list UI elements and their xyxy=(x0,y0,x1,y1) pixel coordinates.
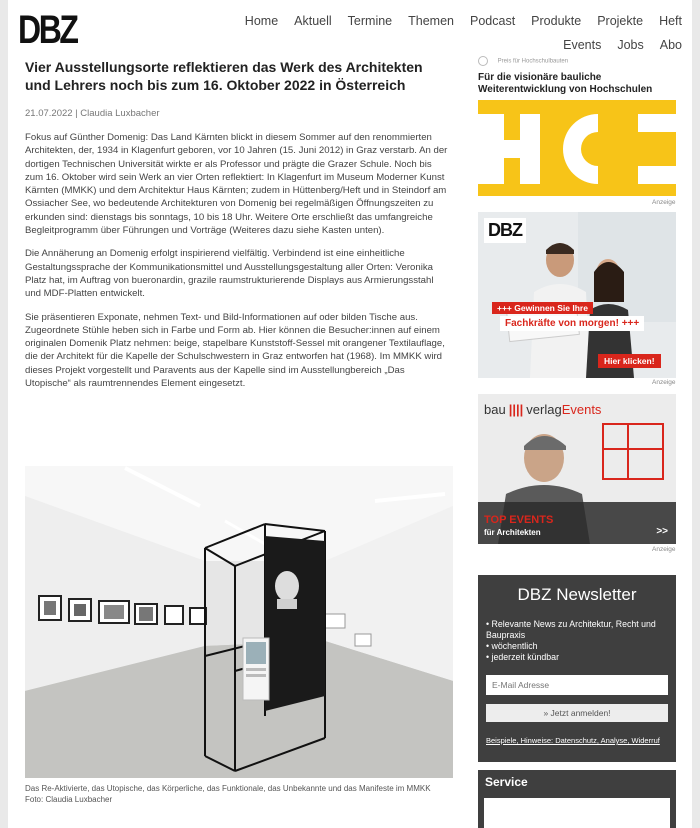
ad-cta-button[interactable]: Hier klicken! xyxy=(598,354,661,368)
ad-events-sub: für Architekten xyxy=(484,528,541,537)
nav-projekte[interactable]: Projekte xyxy=(597,14,644,28)
nav-heft[interactable]: Heft xyxy=(659,14,682,28)
newsletter-benefit: • wöchentlich xyxy=(486,641,538,651)
article-paragraph: Sie präsentieren Exponate, nehmen Text- und Bild-Informationen auf oder bilden Tische aus. Zugeordnete Stühle heben sich in Farbe und Form ab. Hier können die Besucher:innen auf einem originalen Domenik Platz nehmen: beige, stapelbare Kunststoff-Sessel mit orangener Textilauflage, die der Architekt für die Kapelle der Schulschwestern in Graz entworfen hat (1968). Im MMKK wird dieses Projekt vorgestellt und Paravents aus der Kapelle sind im Ausstellungbereich „Das Utopische“ als raumtrennendes Element eingesetzt. xyxy=(25,311,445,390)
newsletter-benefit: • Relevante News zu Architektur, Recht und Baupraxis xyxy=(486,619,656,640)
nav-podcast[interactable]: Podcast xyxy=(470,14,516,28)
dbz-ad-logo: DBZ xyxy=(484,218,526,243)
service-card[interactable] xyxy=(484,798,670,828)
site-logo[interactable]: DBZ xyxy=(18,8,77,52)
main-nav xyxy=(182,14,682,52)
ad-label: Anzeige xyxy=(652,546,676,553)
newsletter-benefits xyxy=(486,619,676,663)
caption-text: Das Re-Aktivierte, das Utopische, das Körperliche, das Funktionale, das Unbekannte und das Manifeste im MMKK xyxy=(25,784,431,793)
newsletter-benefit: • jederzeit kündbar xyxy=(486,652,560,662)
article-paragraph: Fokus auf Günther Domenig: Das Land Kärnten blickt in diesem Sommer auf den renommierten Architekten, der, 1934 in Klagenfurt geboren, vor 10 Jahren (15. Juni 2012) in Graz verstarb. An der dortigen Technischen Universität wirkte er als Professor und prägte die Grazer Schule. Noch bis zum 16. Oktober wird sein Werk an vier Orten reflektiert: In Klagenfurt im Museum Moderner Kunst Kärnten (MMKK) und dem Architektur Haus Kärnten; zudem in Hüttenberg/Heft und in Steindorf am Ossiacher See, wo bedeutende Architekturen von Domenig bei regelmäßigen Öffnungszeiten zu erkunden sind: dienstags bis sonntags, 10 bis 18 Uhr. Weitere Orte erschließt das umfangreiche Begleitprogramm über Führungen und Vorträge (Weiteres dazu siehe Kasten unten). xyxy=(25,132,448,237)
ad-banner-line1: +++ Gewinnen Sie Ihre xyxy=(492,302,593,314)
newsletter-privacy-link[interactable]: Beispiele, Hinweise: Datenschutz, Analyse, Widerruf xyxy=(486,736,660,745)
newsletter-email-input[interactable] xyxy=(486,675,668,695)
award-circle-icon xyxy=(478,56,488,66)
bauverlag-logo xyxy=(484,402,601,417)
caption-credit: Foto: Claudia Luxbacher xyxy=(25,795,113,804)
photo-caption xyxy=(25,783,455,805)
award-logo-text: Preis für Hochschulbauten xyxy=(497,58,569,65)
nav-jobs[interactable]: Jobs xyxy=(617,38,644,52)
ad-fachkraefte[interactable] xyxy=(478,212,676,378)
nav-home[interactable]: Home xyxy=(244,14,279,28)
nav-aktuell[interactable]: Aktuell xyxy=(294,14,332,28)
hochschul-title[interactable]: Für die visionäre bauliche Weiterentwicklung von Hochschulen xyxy=(478,72,653,95)
service-box xyxy=(478,770,676,828)
article-meta: 21.07.2022 | Claudia Luxbacher xyxy=(25,108,160,119)
ad-label: Anzeige xyxy=(652,199,676,206)
page xyxy=(8,0,692,828)
bauverlag-logo-bars-icon: |||| xyxy=(508,402,524,417)
newsletter-subscribe-button[interactable]: » Jetzt anmelden! xyxy=(486,704,668,722)
ad-bauverlag-events[interactable] xyxy=(478,394,676,544)
nav-termine[interactable]: Termine xyxy=(347,14,393,28)
ad-label: Anzeige xyxy=(652,379,676,386)
ad-arrows-icon: >> xyxy=(656,526,668,537)
nav-abo[interactable]: Abo xyxy=(659,38,682,52)
service-title: Service xyxy=(485,775,528,789)
article xyxy=(25,58,448,390)
nav-events[interactable]: Events xyxy=(563,38,602,52)
ad-top-events: TOP EVENTS xyxy=(484,514,554,526)
bauverlag-logo-part-b: verlag xyxy=(526,402,562,417)
bauverlag-logo-part-a: bau xyxy=(484,402,506,417)
ad-hochschulen[interactable] xyxy=(478,100,676,196)
gallery-scene-illustration xyxy=(25,466,453,778)
site-header xyxy=(8,0,692,56)
ad-banner-line2: Fachkräfte von morgen! +++ xyxy=(500,316,644,331)
article-paragraph: Die Annäherung an Domenig erfolgt inspirierend vielfältig. Verbindend ist eine einheitliche Gestaltungssprache der Kommunikationsmittel und Ausstellungsgestaltung aller Orten: Veronika Platz hat, im Auftrag von bueronardin, grazile raumstrukturierende Displays aus Armierungsstahl und MDF-Platten entwickelt. xyxy=(25,248,434,300)
award-logo xyxy=(478,56,638,70)
newsletter-title: DBZ Newsletter xyxy=(517,585,637,604)
article-title: Vier Ausstellungsorte reflektieren das Werk des Architekten und Lehrers noch bis zum 16. Oktober 2022 in Österreich xyxy=(25,59,423,93)
nav-themen[interactable]: Themen xyxy=(408,14,454,28)
nav-produkte[interactable]: Produkte xyxy=(531,14,582,28)
hoc-graphic xyxy=(478,100,676,196)
article-photo[interactable] xyxy=(25,466,453,778)
bauverlag-logo-part-c: Events xyxy=(561,402,602,417)
newsletter-box xyxy=(478,575,676,762)
